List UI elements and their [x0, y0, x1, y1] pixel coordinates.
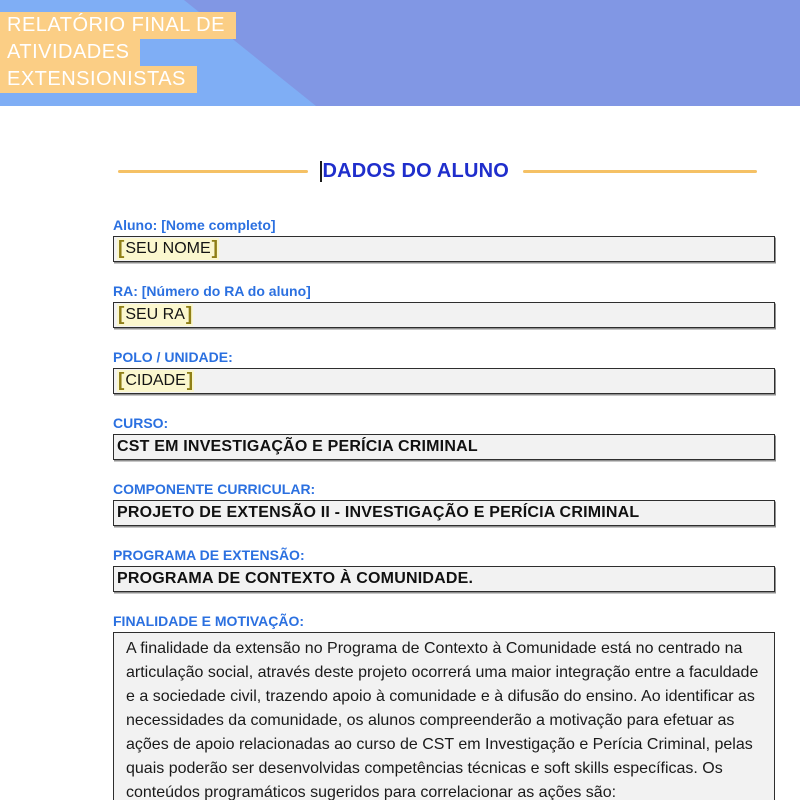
placeholder-aluno[interactable] — [117, 238, 219, 260]
content-control-bracket-close: ] — [211, 238, 218, 259]
field-aluno — [113, 218, 775, 262]
content-control-bracket-close: ] — [185, 304, 193, 325]
field-value-componente-curricular: PROJETO DE EXTENSÃO II - INVESTIGAÇÃO E PERÍCIA CRIMINAL — [117, 504, 640, 521]
content-control-bracket-open: [ — [118, 370, 125, 391]
content-control-bracket-open: [ — [118, 304, 125, 325]
field-value-curso: CST EM INVESTIGAÇÃO E PERÍCIA CRIMINAL — [117, 438, 478, 455]
section-title: DADOS DO ALUNO — [322, 159, 510, 182]
banner-title-line-2: ATIVIDADES — [0, 39, 140, 66]
field-value-programa-extensao: PROGRAMA DE CONTEXTO À COMUNIDADE. — [117, 570, 474, 587]
header-banner — [0, 0, 800, 106]
banner-title-block — [0, 12, 236, 93]
field-input-programa-extensao[interactable] — [113, 566, 775, 592]
field-input-polo-unidade[interactable] — [113, 368, 775, 394]
field-input-curso[interactable] — [113, 434, 775, 460]
content-control-bracket-close: ] — [186, 370, 194, 391]
field-polo-unidade — [113, 350, 775, 394]
field-value-finalidade-motivacao: A finalidade da extensão no Programa de Contexto à Comunidade está no centrado na articulação social, através deste projeto ocorrerá uma maior integração entre a faculdade e a sociedade civil, trazendo apoio à comunidade e à difusão do ensino. Ao identificar as necessidades da comunidade, os alunos compreenderão a motivação para efetuar as ações de apoio relacionadas ao curso de CST em Investigação e Perícia Criminal, pelas quais poderão ser desenvolvidas competências técnicas e soft skills específicas. Os conteúdos programáticos sugeridos para correlacionar as ações são: — [126, 640, 759, 800]
content-control-bracket-open: [ — [118, 238, 125, 259]
field-programa-extensao — [113, 548, 775, 592]
field-input-aluno[interactable] — [113, 236, 775, 262]
field-input-ra[interactable] — [113, 302, 775, 328]
accent-line-left — [118, 170, 308, 173]
field-value-ra: SEU RA — [125, 306, 185, 323]
field-label-programa-extensao: PROGRAMA DE EXTENSÃO: — [113, 547, 305, 563]
banner-title-line-1: RELATÓRIO FINAL DE — [0, 12, 236, 39]
field-ra — [113, 284, 775, 328]
section-heading-row — [113, 160, 775, 182]
field-input-finalidade-motivacao[interactable] — [113, 632, 775, 800]
field-label-curso: CURSO: — [113, 415, 169, 431]
form-fields — [113, 218, 775, 800]
field-label-finalidade-motivacao: FINALIDADE E MOTIVAÇÃO: — [113, 613, 305, 629]
field-label-ra: RA: [Número do RA do aluno] — [113, 283, 311, 299]
field-finalidade-motivacao — [113, 614, 775, 800]
text-cursor-caret — [320, 161, 322, 182]
field-componente-curricular — [113, 482, 775, 526]
field-value-polo-unidade: CIDADE — [125, 372, 186, 389]
field-label-componente-curricular: COMPONENTE CURRICULAR: — [113, 481, 316, 497]
placeholder-polo-unidade[interactable] — [117, 370, 194, 392]
accent-line-right — [523, 170, 757, 173]
field-value-aluno: SEU NOME — [125, 240, 211, 257]
field-label-polo-unidade: POLO / UNIDADE: — [113, 349, 233, 365]
placeholder-ra[interactable] — [117, 304, 193, 326]
document-body — [0, 106, 800, 800]
field-label-aluno: Aluno: [Nome completo] — [113, 217, 276, 233]
banner-title-line-3: EXTENSIONISTAS — [0, 66, 197, 93]
field-curso — [113, 416, 775, 460]
field-input-componente-curricular[interactable] — [113, 500, 775, 526]
